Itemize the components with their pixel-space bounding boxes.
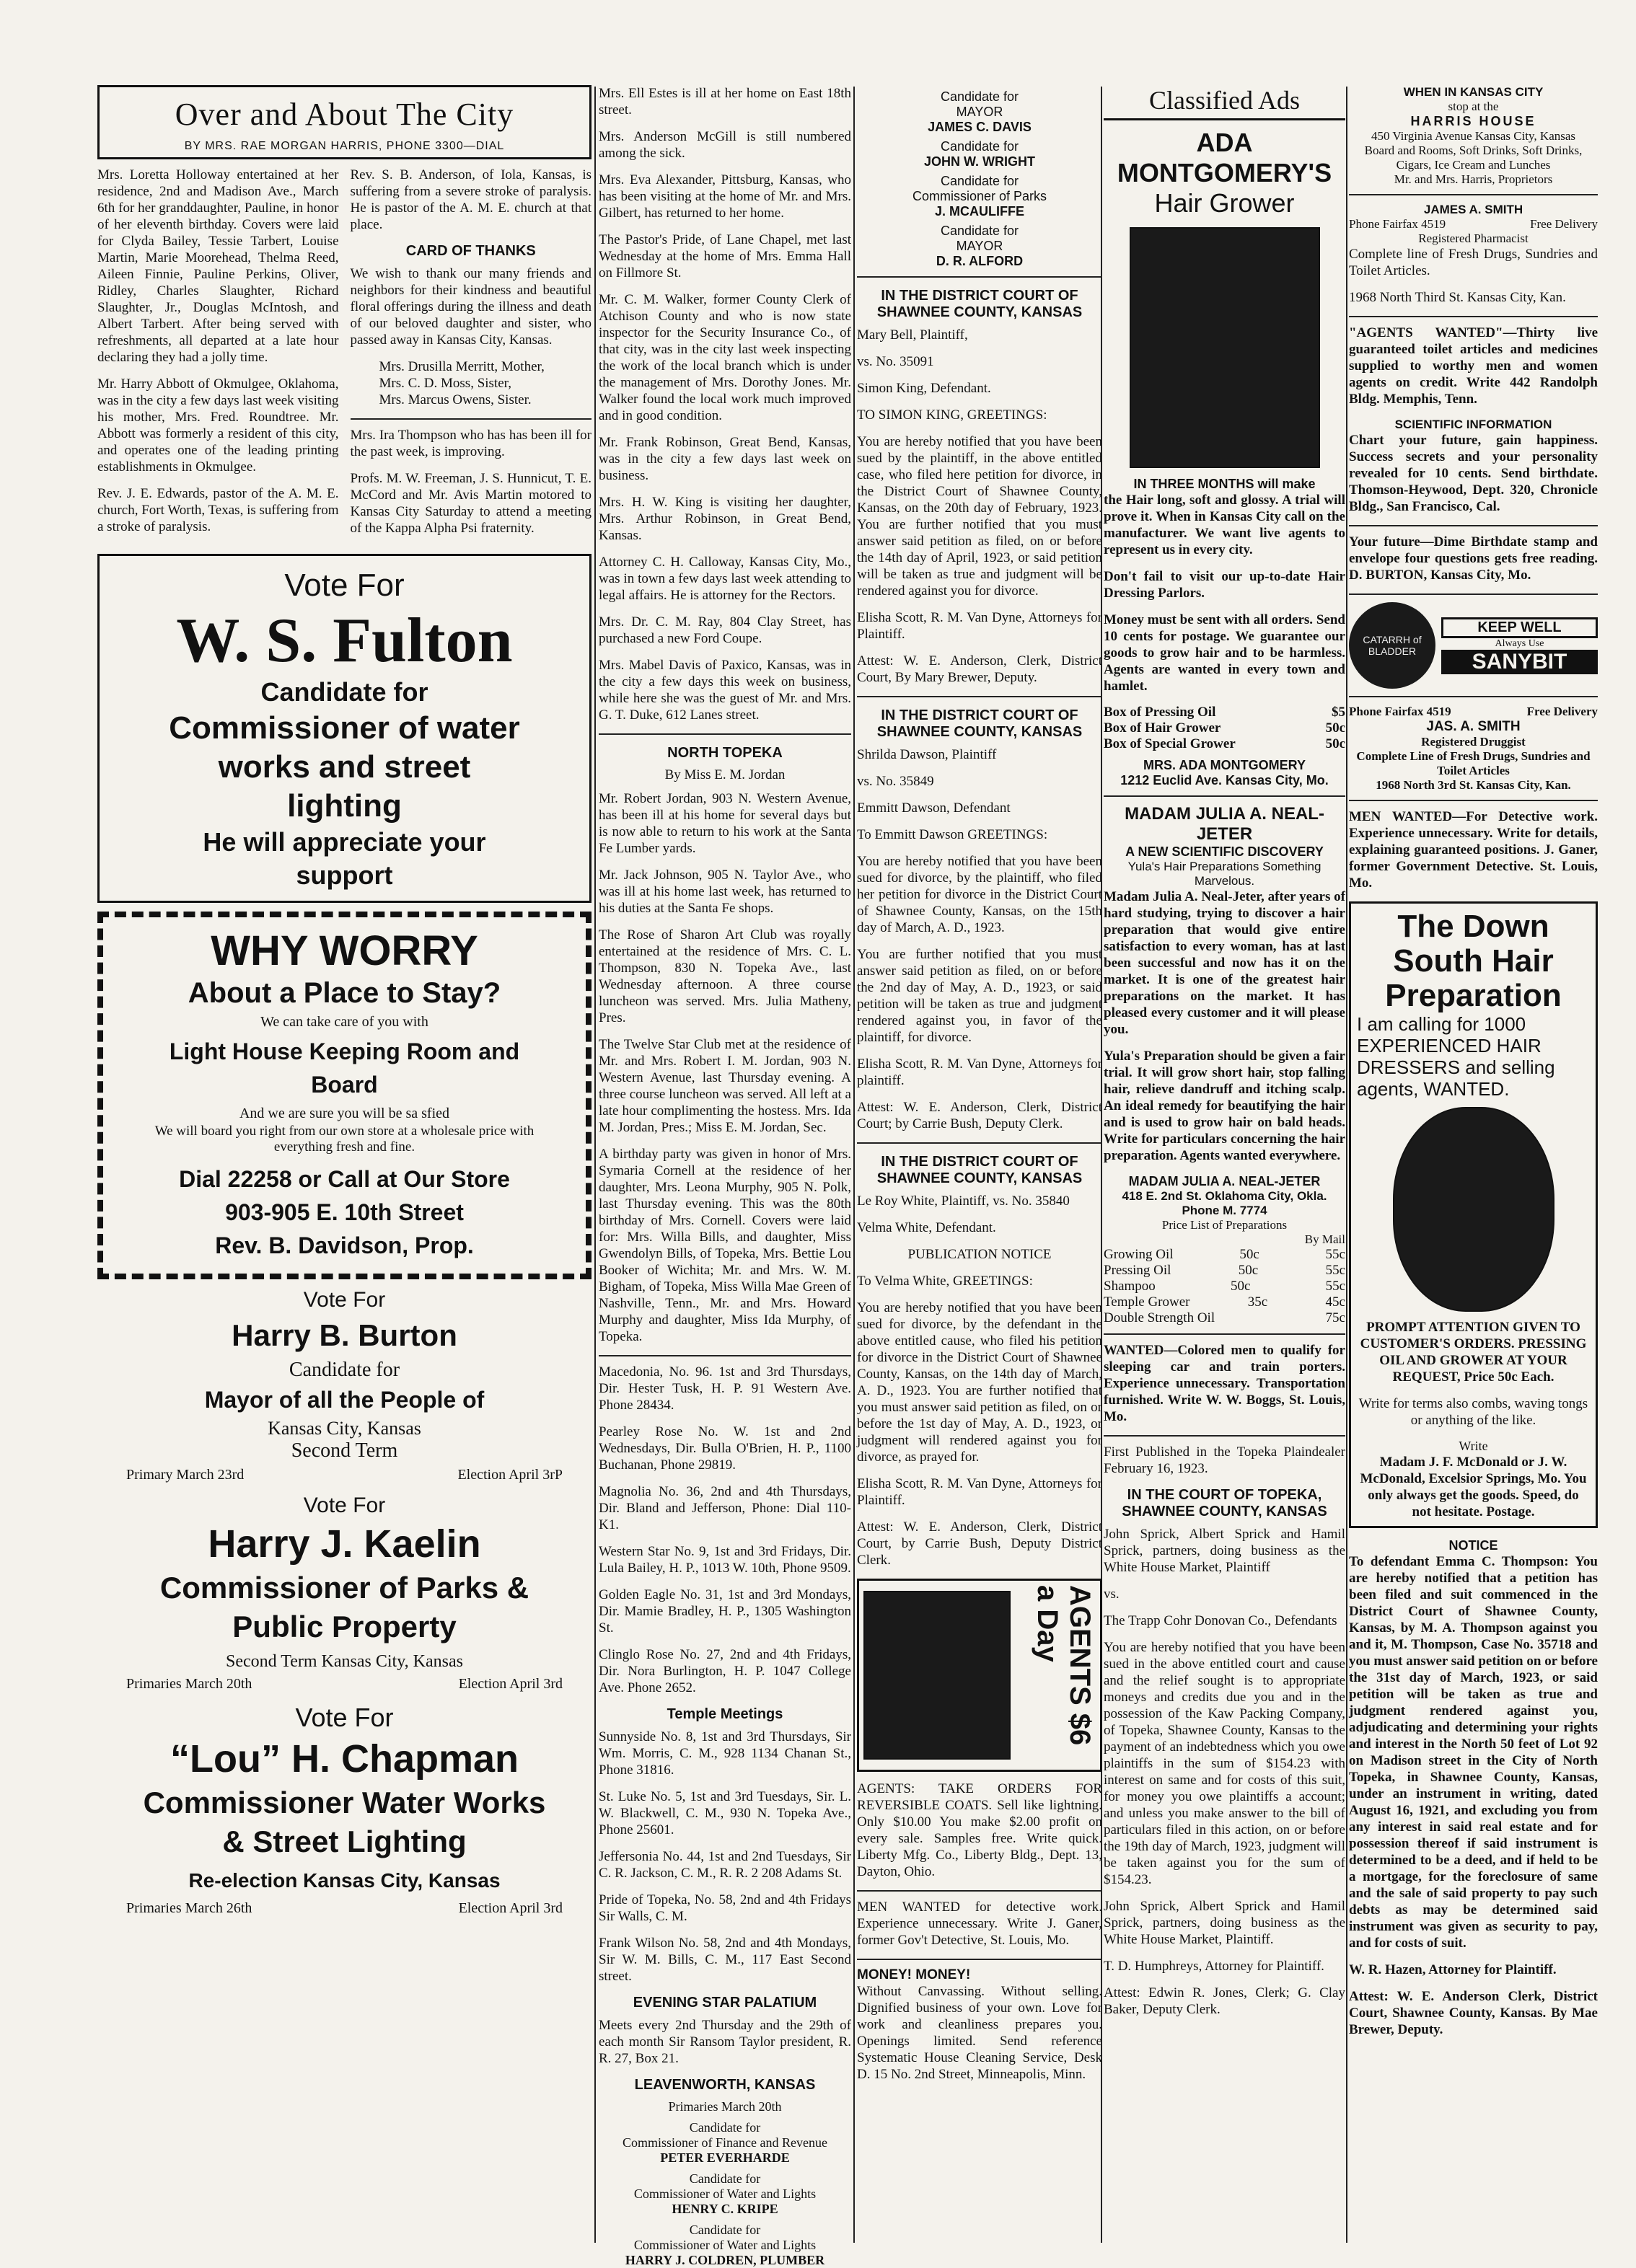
news-item: Profs. M. W. Freeman, J. S. Hunnicut, T. E. McCord and Mr. Avis Martin motored to Kansas City Saturday to attend a meeting of the Kappa Alpha Psi fraternity. bbox=[350, 471, 591, 536]
ad-body: Yula's Preparation should be given a fair trial. It will grow short hair, stop falling hair, relieve dandruff and itching scalp. An ideal remedy for beautifying the hair and is used to grow hair on bald heads. Write for particulars concerning the hair preparation. Agents wanted everywhere. bbox=[1104, 1049, 1345, 1163]
price-item: Pressing Oil bbox=[1104, 1263, 1171, 1278]
news-item: Mr. Robert Jordan, 903 N. Western Avenue, has been ill at his home for several days but is now able to return to his work at the Santa Fe Lumber yards. bbox=[599, 791, 851, 856]
listing-name: HARRY J. COLDREN, PLUMBER bbox=[625, 2253, 825, 2267]
temple-listing: Pride of Topeka, No. 58, 2nd and 4th Fridays Sir Walls, C. M. bbox=[599, 1892, 851, 1924]
ad-phone: Phone Fairfax 4519 bbox=[1349, 217, 1446, 231]
price-value: 35c bbox=[1247, 1294, 1268, 1310]
legal-notice-heading: IN THE COURT OF TOPEKA, SHAWNEE COUNTY, KANSAS bbox=[1122, 1487, 1327, 1519]
legal-line: You are hereby notified that you have been sued for divorce, by the plaintiff, who filed her petition for divorce in the District Court of Shawnee County, Kansas, on the 15th day of March, A. D., 1923. bbox=[857, 854, 1102, 935]
ad-line: Board and Rooms, Soft Drinks, Soft Drinks, Cigars, Ice Cream and Lunches bbox=[1364, 144, 1583, 172]
price-row bbox=[1104, 1279, 1345, 1294]
ad-line: Free Delivery bbox=[1526, 705, 1598, 718]
ad-body: Madam Julia A. Neal-Jeter, after years of hard studying, trying to discover a hair preparation that would give entire satisfaction to every woman, has at last been successful and now has it on the market. It is one of the greatest hair preparations on the market. It has pleased every customer and it will please you. bbox=[1104, 889, 1345, 1037]
news-item: Meets every 2nd Thursday and the 29th of each month Sir Ransom Taylor president, R. R. 27, Box 21. bbox=[599, 2018, 851, 2066]
candidate-listing bbox=[857, 224, 1102, 269]
news-item: The Twelve Star Club met at the residence of Mr. and Mrs. Robert I. M. Jordan, 903 N. Western Avenue, last Thursday evening. A three course luncheon was served. All left at a late hour complimenting the hostess. Mrs. Ida M. Jordan, Pres.; Miss E. M. Jordan, Sec. bbox=[599, 1037, 851, 1135]
classified-ads-heading: Classified Ads bbox=[1104, 85, 1345, 120]
column-rule bbox=[594, 87, 596, 2243]
ad-line: Light House Keeping Room and bbox=[169, 1038, 520, 1064]
classified-item: AGENTS: TAKE ORDERS FOR REVERSIBLE COATS. Sell like lightning. Only $10.00 You make $2.00 profit on every sale. Samples free. Write quick. Liberty Mfg. Co., Liberty Bldg., Dept. 13, Dayton, Ohio. bbox=[857, 1781, 1102, 1879]
listing-name: J. MCAULIFFE bbox=[935, 204, 1024, 219]
advertiser-phone: Phone M. 7774 bbox=[1182, 1204, 1267, 1217]
ad-subhead: Yula's Hair Preparations Something Marvelous. bbox=[1127, 860, 1321, 888]
classified-heading: SCIENTIFIC INFORMATION bbox=[1394, 418, 1552, 431]
society-column bbox=[97, 85, 591, 159]
card-of-thanks: We wish to thank our many friends and neighbors for their kindness and beautiful floral offerings during the illness and death of our beloved daughter and sister, who passed away in Kansas City, Kansas. bbox=[350, 266, 591, 348]
news-item: Mr. Harry Abbott of Okmulgee, Oklahoma, was in the city a few days last week visiting his mother, Mrs. Fred. Roundtree. Mr. Abbott was formerly a resident of this city, and operates one of the leading printing establishments in Okmulgee. bbox=[97, 376, 339, 475]
divider bbox=[599, 1355, 851, 1356]
signer: Mrs. Marcus Owens, Sister. bbox=[379, 392, 532, 407]
legal-line: The Trapp Cohr Donovan Co., Defendants bbox=[1104, 1613, 1337, 1628]
ad-headline: KEEP WELL bbox=[1441, 617, 1598, 638]
price-list bbox=[1104, 1247, 1345, 1326]
news-item: Mr. C. M. Walker, former County Clerk of Atchison County and who is now state inspector for the Security Insurance Co., of that city, was in the city last week inspecting the work of the local branch which is under the management of Mrs. Dorothy Jones. Mr. Walker found the local work much improved and in good condition. bbox=[599, 292, 851, 423]
fulton-ad bbox=[97, 554, 591, 903]
column-2 bbox=[599, 85, 851, 2267]
divider bbox=[857, 1959, 1102, 1960]
news-item: Rev. S. B. Anderson, of Iola, Kansas, is suffering from a severe stroke of paralysis. He is pastor of the A. M. E. church at that place. bbox=[350, 167, 591, 232]
divider bbox=[857, 696, 1102, 697]
legal-line: Mary Bell, Plaintiff, bbox=[857, 327, 968, 343]
legal-line: Emmitt Dawson, Defendant bbox=[857, 800, 1011, 816]
election-date: Election April 3rP bbox=[457, 1467, 563, 1483]
price-item: Box of Hair Grower bbox=[1104, 720, 1221, 736]
ad-line: Kansas City, Kansas bbox=[268, 1418, 421, 1439]
society-body bbox=[97, 167, 591, 547]
vote-for-label: Vote For bbox=[303, 1288, 386, 1312]
news-item: Rev. J. E. Edwards, pastor of the A. M. E. church, Fort Worth, Texas, is suffering from a stroke of paralysis. bbox=[97, 486, 339, 534]
price-mail-value: 55c bbox=[1325, 1263, 1345, 1278]
ad-row bbox=[1349, 217, 1598, 231]
candidate-listing bbox=[857, 89, 1102, 135]
ad-body: the Hair long, soft and glossy. A trial will prove it. When in Kansas City call on the manufacturer. We want live agents to represent us in every city. bbox=[1104, 493, 1345, 557]
news-item: A birthday party was given in honor of Mrs. Symaria Cornell at the residence of her daughter, Mrs. Leona Murphy, 905 N. Polk, last Thursday evening. This was the 80th birthday of Mrs. Cornell. Covers were laid for: Mrs. Willa Bills, and daughter, Miss Gwendolyn Bills, of Topeka, Mrs. Bettie Lou Booker of Wichita; Mr. and Mrs. W. M. Bigham, of Topeka, Miss Willa Mae Green of Nashville, Tenn., Mr. and Mrs. Howard Murphy and daughter, Miss Ida Murphy, of Topeka. bbox=[599, 1147, 851, 1344]
ad-line: He will appreciate your bbox=[203, 827, 486, 857]
ad-line: 450 Virginia Avenue Kansas City, Kansas bbox=[1371, 129, 1576, 143]
lodge-listing: Golden Eagle No. 31, 1st and 3rd Mondays, Dir. Mamie Bradley, H. P., 1305 Washington St. bbox=[599, 1587, 851, 1636]
legal-line: Simon King, Defendant. bbox=[857, 381, 991, 396]
burton-ad bbox=[97, 1288, 591, 1483]
divider bbox=[857, 1142, 1102, 1144]
legal-line: Attest: W. E. Anderson, Clerk, District Court, By Mary Brewer, Deputy. bbox=[857, 653, 1102, 685]
price-mail-value: 55c bbox=[1325, 1279, 1345, 1294]
ad-line: lighting bbox=[287, 788, 402, 824]
legal-line: You are hereby notified that you have been sued for divorce, by the defendant in the above entitled cause, who filed his petition for divorce in the District Court of Shawnee County, Kansas, on the 14th day of March, A. D., 1923. You are further notified that you must answer said petition as filed, on or before the 1st day of May, A. D., 1923, or judgment will rendered against you for divorce, as prayed for. bbox=[857, 1300, 1102, 1465]
divider bbox=[1104, 1333, 1345, 1335]
ad-line: Public Property bbox=[232, 1610, 457, 1643]
candidate-listing bbox=[599, 2120, 851, 2166]
primary-date: Primaries March 20th bbox=[126, 1676, 252, 1692]
legal-line: vs. No. 35091 bbox=[857, 354, 934, 369]
news-item: Mrs. Loretta Holloway entertained at her residence, 2nd and Madison Ave., March 6th for her granddaughter, Pauline, in honor of her eleventh birthday. Covers were laid for Clyda Bailey, Tessie Tarbert, Louise Martin, Marie Moorehead, Thelma Reed, Aileen Finnie, Pauline Perkins, Oliver, Ridley, Charles Slaughter, Richard Slaughter, Jr., Douglas McIntosh, and Albert Tarbert. After being served with refreshments, all departed at a late hour declaring they had a jolly time. bbox=[97, 167, 339, 365]
legal-line: John Sprick, Albert Sprick and Hamil Sprick, partners, doing business as the White House Market, Plaintiff. bbox=[1104, 1899, 1345, 1947]
legal-line: Elisha Scott, R. M. Van Dyne, Attorneys for Plaintiff. bbox=[857, 610, 1102, 642]
advertiser-address: 418 E. 2nd St. Oklahoma City, Okla. bbox=[1122, 1189, 1327, 1203]
legal-line: Attest: Edwin R. Jones, Clerk; G. Clay Baker, Deputy Clerk. bbox=[1104, 1985, 1345, 2017]
advertiser-name: MRS. ADA MONTGOMERY bbox=[1143, 758, 1306, 772]
news-item: Mrs. Mabel Davis of Paxico, Kansas, was in the city a few days this week on business, while here she was the guest of Mr. and Mrs. G. T. Duke, 612 Lanes street. bbox=[599, 658, 851, 723]
sanybit-ad bbox=[1349, 602, 1598, 689]
card-of-thanks-heading: CARD OF THANKS bbox=[405, 243, 536, 259]
legal-line: vs. No. 35849 bbox=[857, 774, 934, 789]
divider bbox=[1349, 594, 1598, 595]
price-list bbox=[1104, 705, 1345, 752]
legal-line: John Sprick, Albert Sprick and Hamil Sprick, partners, doing business as the White House Market, Plaintiff bbox=[1104, 1527, 1345, 1575]
listing-line: Commissioner of Water and Lights bbox=[633, 2187, 817, 2201]
ad-address: 1968 North Third St. Kansas City, Kan. bbox=[1349, 290, 1566, 305]
listing-line: Candidate for bbox=[940, 89, 1019, 104]
catarrh-label: CATARRH of BLADDER bbox=[1363, 634, 1422, 657]
candidate-name: “Lou” H. Chapman bbox=[170, 1737, 519, 1781]
agents-ad-headline: AGENTS $6 a Day bbox=[1032, 1585, 1096, 1746]
ad-line: stop at the bbox=[1448, 100, 1499, 113]
ad-headline: The Down bbox=[1397, 909, 1549, 944]
ad-line: Mr. and Mrs. Harris, Proprietors bbox=[1394, 172, 1553, 186]
news-item: Mr. Jack Johnson, 905 N. Taylor Ave., who was ill at his home last week, has returned to his duties at the Santa Fe shops. bbox=[599, 868, 851, 916]
election-date: Election April 3rd bbox=[458, 1676, 563, 1692]
ad-body: Money must be sent with all orders. Send 10 cents for postage. We guarantee our goods to grow hair and to be harmless. Agents are wanted in every town and hamlet. bbox=[1104, 612, 1345, 694]
price-value: 50c bbox=[1325, 720, 1345, 736]
ad-line: I am calling for 1000 bbox=[1357, 1013, 1526, 1035]
legal-notice-heading: IN THE DISTRICT COURT OF SHAWNEE COUNTY, KANSAS bbox=[876, 288, 1083, 320]
kaelin-ad bbox=[97, 1493, 591, 1693]
legal-line: W. R. Hazen, Attorney for Plaintiff. bbox=[1349, 1962, 1557, 1977]
publication-note: First Published in the Topeka Plaindealer February 16, 1923. bbox=[1104, 1444, 1345, 1476]
price-row bbox=[1104, 1247, 1345, 1263]
listing-name: JOHN W. WRIGHT bbox=[924, 154, 1035, 169]
ada-montgomery-subhead: Hair Grower bbox=[1154, 188, 1295, 218]
legal-line: Attest: W. E. Anderson, Clerk, District Court, by Carrie Bush, Deputy District Clerk. bbox=[857, 1519, 1102, 1568]
listing-line: Commissioner of Water and Lights bbox=[633, 2238, 817, 2252]
ad-headline: WHY WORRY bbox=[211, 927, 478, 974]
candidate-name: Harry B. Burton bbox=[232, 1318, 457, 1352]
divider bbox=[599, 733, 851, 735]
price-value: 50c bbox=[1230, 1279, 1251, 1294]
candidate-name: Harry J. Kaelin bbox=[208, 1522, 481, 1566]
column-5 bbox=[1349, 85, 1598, 2245]
ad-line: Mayor of all the People of bbox=[204, 1387, 485, 1413]
ad-line: And we are sure you will be sa sfied bbox=[239, 1106, 450, 1121]
temple-listing: Sunnyside No. 8, 1st and 3rd Thursdays, Sir Wm. Morris, C. M., 928 1134 Chanan St., Phone 31816. bbox=[599, 1729, 851, 1778]
ad-line: Candidate for bbox=[289, 1359, 400, 1381]
ad-line: support bbox=[296, 860, 393, 890]
vote-for-label: Vote For bbox=[284, 568, 405, 603]
price-item: Box of Pressing Oil bbox=[1104, 705, 1216, 720]
brand-name: SANYBIT bbox=[1441, 650, 1598, 674]
candidate-listing bbox=[857, 139, 1102, 169]
temple-listing: St. Luke No. 5, 1st and 3rd Tuesdays, Sir. L. W. Blackwell, C. M., 930 N. Topeka Ave., Phone 25601. bbox=[599, 1789, 851, 1837]
column-4 bbox=[1104, 85, 1345, 2245]
vote-for-label: Vote For bbox=[295, 1703, 394, 1732]
legal-line: Attest: W. E. Anderson Clerk, District Court, Shawnee County, Kansas. By Mae Brewer, Deputy. bbox=[1349, 1989, 1598, 2037]
ad-line: Dial 22258 or Call at Our Store bbox=[179, 1166, 510, 1192]
agents-ad bbox=[857, 1579, 1102, 1772]
signer: Mrs. C. D. Moss, Sister, bbox=[379, 376, 511, 391]
ad-subhead: About a Place to Stay? bbox=[188, 977, 501, 1009]
ad-line: Board bbox=[311, 1072, 378, 1098]
listing-line: Candidate for bbox=[940, 174, 1019, 188]
news-item: Mrs. Anderson McGill is still numbered among the sick. bbox=[599, 129, 851, 161]
divider bbox=[1349, 800, 1598, 801]
ad-line: Free Delivery bbox=[1530, 217, 1598, 231]
section-heading: LEAVENWORTH, KANSAS bbox=[634, 2077, 816, 2093]
card-of-thanks-signers bbox=[351, 358, 592, 408]
news-item: Mrs. H. W. King is visiting her daughter, Mrs. Arthur Robinson, in Great Bend, Kansas. bbox=[599, 495, 851, 543]
listing-name: JAMES C. DAVIS bbox=[928, 120, 1032, 134]
divider bbox=[857, 276, 1102, 278]
legal-line: PUBLICATION NOTICE bbox=[907, 1247, 1052, 1262]
ad-body: Don't fail to visit our up-to-date Hair Dressing Parlors. bbox=[1104, 569, 1345, 601]
primary-date: Primaries March 26th bbox=[126, 1900, 252, 1916]
price-list-column-label: By Mail bbox=[1304, 1232, 1345, 1246]
election-dates bbox=[97, 1676, 591, 1693]
ad-line: Commissioner Water Works bbox=[143, 1786, 546, 1819]
price-item: Double Strength Oil bbox=[1104, 1310, 1215, 1325]
news-item: The Rose of Sharon Art Club was royally entertained at the residence of Mrs. C. L. Thompson, 830 N. Topeka Ave., last Wednesday afternoon. A three course luncheon was served. Mrs. Julia Matheny, Pres. bbox=[599, 927, 851, 1025]
ad-line: We will board you right from our own store at a wholesale price with everything fresh and fine. bbox=[154, 1124, 535, 1155]
down-south-ad bbox=[1349, 901, 1598, 1528]
ad-line: HARRIS HOUSE bbox=[1410, 114, 1536, 128]
divider bbox=[1349, 194, 1598, 195]
legal-line: vs. bbox=[1104, 1587, 1120, 1602]
lodge-listing: Pearley Rose No. W. 1st and 2nd Wednesdays, Dir. Bulla O'Brien, H. P., 1100 Buchanan, Phone 29819. bbox=[599, 1424, 851, 1473]
price-row bbox=[1104, 1263, 1345, 1279]
price-item: Box of Special Grower bbox=[1104, 736, 1236, 751]
ad-line: Commissioner of water bbox=[169, 710, 520, 746]
lodge-listing: Magnolia No. 36, 2nd and 4th Thursdays, Dir. Bland and Jefferson, Phone: Dial 110-K1. bbox=[599, 1484, 851, 1532]
listing-name: PETER EVERHARDE bbox=[660, 2150, 790, 2165]
legal-line: You are further notified that you must answer said petition as filed, on or before the 2nd day of May, A. D., 1923, or said petition will be taken as true and judgment rendered against you, in favor of the plaintiff, for divorce. bbox=[857, 947, 1102, 1045]
news-item: Mrs. Ira Thompson who has has been ill for the past week, is improving. bbox=[350, 428, 591, 459]
ad-line: Always Use bbox=[1495, 637, 1544, 649]
classified-item: Your future—Dime Birthdate stamp and envelope four questions gets free reading. D. BURTON, Kansas City, Mo. bbox=[1349, 534, 1598, 583]
legal-line: T. D. Humphreys, Attorney for Plaintiff. bbox=[1104, 1959, 1324, 1974]
section-heading: Temple Meetings bbox=[667, 1706, 783, 1722]
advertiser-address: 1212 Euclid Ave. Kansas City, Mo. bbox=[1120, 773, 1329, 787]
why-worry-ad bbox=[97, 912, 591, 1279]
price-item: Growing Oil bbox=[1104, 1247, 1174, 1262]
candidate-name: W. S. Fulton bbox=[176, 606, 513, 676]
column-rule bbox=[1346, 87, 1347, 2243]
ad-headline: JAMES A. SMITH bbox=[1423, 203, 1523, 216]
ad-line: Write bbox=[1459, 1439, 1488, 1453]
divider bbox=[857, 1890, 1102, 1892]
ad-body: Complete line of Fresh Drugs, Sundries and Toilet Articles. bbox=[1349, 247, 1598, 278]
ad-line: EXPERIENCED HAIR bbox=[1357, 1035, 1542, 1056]
legal-line: You are hereby notified that you have been sued in the above entitled court and cause and the relief sought is to appropriate moneys and credits due you and in the possession of the Kaw Packing Company, of Topeka, Shawnee County, Kansas to the payment of an indebtedness which you owe plaintiffs in the sum of $154.23 with interest on same and for costs of this suit, for money you owe plaintiffs a account; and unless you make answer to the bill of particulars filed in this action, on or before the 19th day of March, 1923, judgment will be taken against you for the sum of $154.23. bbox=[1104, 1640, 1345, 1887]
ad-phone: Phone Fairfax 4519 bbox=[1349, 705, 1451, 718]
classified-item: Without Canvassing. Without selling. Dignified business of your own. Love for work and cleanliness prepares you. Openings limited. Send reference Systematic House Cleaning Service, Desk D. 15 No. 2nd Street, Minneapolis, Minn. bbox=[857, 1984, 1102, 2082]
ad-body: Madam J. F. McDonald or J. W. McDonald, Excelsior Springs, Mo. You only always get the goods. Speed, do not hesitate. Postage. bbox=[1360, 1455, 1587, 1519]
ad-body: Write for terms also combs, waving tongs or anything of the like. bbox=[1358, 1396, 1588, 1428]
legal-line: Le Roy White, Plaintiff, vs. No. 35840 bbox=[857, 1193, 1070, 1209]
temple-listing: Jeffersonia No. 44, 1st and 2nd Tuesdays, Sir C. R. Jackson, C. M., R. R. 2 208 Adams St. bbox=[599, 1849, 851, 1881]
ad-subhead: A NEW SCIENTIFIC DISCOVERY bbox=[1125, 844, 1324, 859]
divider bbox=[1349, 525, 1598, 526]
section-byline: Primaries March 20th bbox=[668, 2099, 782, 2114]
legal-notice-heading: IN THE DISTRICT COURT OF SHAWNEE COUNTY, KANSAS bbox=[876, 707, 1083, 740]
classified-item: MEN WANTED for detective work. Experience unnecessary. Write J. Ganer, former Gov't Detective, St. Louis, Mo. bbox=[857, 1899, 1102, 1948]
vote-for-label: Vote For bbox=[303, 1493, 386, 1517]
section-heading: NORTH TOPEKA bbox=[667, 745, 783, 761]
listing-line: Commissioner of Parks bbox=[912, 189, 1047, 203]
ad-line: Registered Pharmacist bbox=[1418, 231, 1529, 245]
price-item: Temple Grower bbox=[1104, 1294, 1190, 1310]
news-item: Mr. Frank Robinson, Great Bend, Kansas, was in the city a few days last week on business. bbox=[599, 435, 851, 483]
catarrh-seal bbox=[1349, 602, 1435, 689]
chapman-ad bbox=[97, 1703, 591, 1917]
divider bbox=[1104, 795, 1345, 797]
price-row bbox=[1104, 736, 1345, 752]
divider bbox=[351, 418, 592, 420]
legal-line: To Velma White, GREETINGS: bbox=[857, 1274, 1033, 1289]
ad-line: Candidate for bbox=[260, 677, 428, 707]
news-item: The Pastor's Pride, of Lane Chapel, met last Wednesday at the home of Mrs. Emma Hall on Fillmore St. bbox=[599, 232, 851, 281]
price-value: 50c bbox=[1325, 736, 1345, 751]
news-item: Attorney C. H. Calloway, Kansas City, Mo., was in town a few days last week attending to legal affairs. He is attorney for the Rectors. bbox=[599, 555, 851, 603]
ad-line: Rev. B. Davidson, Prop. bbox=[215, 1232, 474, 1258]
price-row bbox=[1104, 720, 1345, 736]
legal-line: Velma White, Defendant. bbox=[857, 1220, 996, 1235]
ad-body: PROMPT ATTENTION GIVEN TO CUSTOMER'S ORDERS. PRESSING OIL AND GROWER AT YOUR REQUEST, Price 50c Each. bbox=[1360, 1320, 1587, 1385]
listing-line: MAYOR bbox=[956, 105, 1003, 119]
ad-row bbox=[1349, 705, 1598, 719]
legal-line: TO SIMON KING, GREETINGS: bbox=[857, 407, 1047, 423]
legal-line: To defendant Emma C. Thompson: You are hereby notified that a petition has been filed and suit commenced in the District Court of Shawnee County, Kansas, by M. A. Thompson against you and it, M. Thompson, Case No. 35718 and you must answer said petition on or before the 31st day of March, 1923, or said petition will be taken as true and judgment rendered against you, adjudicating and determining your rights and interest in the North 50 feet of Lot 92 on Madison street in the City of North Topeka, in Shawnee County, Kansas, under an instrument in writing, dated August 16, 1921, and excluding you from any interest in said real estate and for possession thereof if said instrument is determined to be a deed, and if held to be a mortgage, for the foreclosure of same and the sale of said property to pay such debts as may be determined said instrument was given as security to pay, and for costs of suit. bbox=[1349, 1554, 1598, 1951]
candidate-listing bbox=[857, 174, 1102, 219]
ad-line: works and street bbox=[218, 749, 471, 785]
legal-notice-heading: IN THE DISTRICT COURT OF SHAWNEE COUNTY, KANSAS bbox=[876, 1154, 1083, 1186]
price-value: $5 bbox=[1332, 705, 1345, 720]
election-dates bbox=[97, 1900, 591, 1917]
ad-line: Re-election Kansas City, Kansas bbox=[188, 1869, 501, 1892]
classified-item: Chart your future, gain happiness. Success secrets and your personality revealed for 10 cents. Send birthdate. Thomson-Heywood, Dept. 320, Chronicle Bldg., San Francisco, Cal. bbox=[1349, 433, 1598, 514]
ad-headline: JAS. A. SMITH bbox=[1426, 719, 1521, 734]
price-row bbox=[1104, 1310, 1345, 1326]
column-3 bbox=[857, 85, 1102, 2245]
ad-line: We can take care of you with bbox=[260, 1014, 428, 1030]
ad-line: Complete Line of Fresh Drugs, Sundries and Toilet Articles bbox=[1356, 749, 1591, 777]
signer: Mrs. Drusilla Merritt, Mother, bbox=[379, 359, 545, 374]
ad-headline: Preparation bbox=[1385, 978, 1562, 1013]
price-mail-value: 75c bbox=[1325, 1310, 1345, 1325]
classified-heading: MONEY! MONEY! bbox=[857, 1967, 971, 1982]
listing-name: D. R. ALFORD bbox=[936, 254, 1024, 268]
primary-date: Primary March 23rd bbox=[126, 1467, 245, 1483]
price-value: 50c bbox=[1239, 1247, 1259, 1262]
ad-line: Commissioner of Parks & bbox=[159, 1571, 529, 1605]
price-list-heading: Price List of Preparations bbox=[1161, 1218, 1288, 1232]
legal-line: Shrilda Dawson, Plaintiff bbox=[857, 747, 997, 762]
ad-address: 1968 North 3rd St. Kansas City, Kan. bbox=[1376, 778, 1571, 792]
legal-notice-heading: NOTICE bbox=[1448, 1538, 1498, 1553]
listing-line: Commissioner of Finance and Revenue bbox=[623, 2135, 827, 2150]
column-1 bbox=[97, 85, 591, 2245]
ad-line: Second Term bbox=[291, 1439, 398, 1462]
candidate-listing bbox=[599, 2171, 851, 2217]
ad-line: & Street Lighting bbox=[222, 1824, 467, 1858]
news-item: Mrs. Eva Alexander, Pittsburg, Kansas, who has been visiting at the home of Mr. and Mrs. Gilbert, has returned to her home. bbox=[599, 172, 851, 221]
advertiser-name: MADAM JULIA A. NEAL-JETER bbox=[1128, 1174, 1321, 1188]
election-dates bbox=[97, 1467, 591, 1483]
price-value: 50c bbox=[1238, 1263, 1259, 1278]
listing-line: Candidate for bbox=[940, 224, 1019, 238]
ad-line: Second Term Kansas City, Kansas bbox=[226, 1652, 463, 1671]
classified-item: WANTED—Colored men to qualify for sleeping car and train porters. Experience unnecessary. Transportation furnished. Write W. W. Boggs, St. Louis, Mo. bbox=[1104, 1343, 1345, 1424]
ad-line: IN THREE MONTHS will make bbox=[1133, 477, 1316, 491]
ad-headline: South Hair bbox=[1393, 943, 1554, 979]
news-item: Mrs. Ell Estes is ill at her home on East 18th street. bbox=[599, 86, 851, 118]
listing-line: Candidate for bbox=[689, 2120, 761, 2135]
section-byline: By Miss E. M. Jordan bbox=[664, 767, 786, 782]
price-item: Shampoo bbox=[1104, 1279, 1156, 1294]
legal-line: Attest: W. E. Anderson, Clerk, District Court; by Carrie Bush, Deputy Clerk. bbox=[857, 1100, 1102, 1131]
ad-line: agents, WANTED. bbox=[1357, 1078, 1510, 1100]
election-date: Election April 3rd bbox=[458, 1900, 563, 1916]
lodge-listing: Macedonia, No. 96. 1st and 3rd Thursdays, Dir. Hester Tusk, H. P. 91 Western Ave. Phone 28434. bbox=[599, 1364, 851, 1413]
coat-illustration bbox=[863, 1591, 1011, 1760]
lodge-listing: Clinglo Rose No. 27, 2nd and 4th Fridays, Dir. Nora Burlington, H. P. 1047 College Ave. Phone 2652. bbox=[599, 1647, 851, 1695]
divider bbox=[1349, 696, 1598, 697]
price-mail-value: 55c bbox=[1325, 1247, 1345, 1262]
ada-montgomery-headline: ADA MONTGOMERY'S bbox=[1117, 128, 1332, 187]
divider bbox=[1349, 316, 1598, 317]
listing-line: Candidate for bbox=[940, 139, 1019, 154]
divider bbox=[1104, 1435, 1345, 1437]
legal-line: Elisha Scott, R. M. Van Dyne, Attorneys for plaintiff. bbox=[857, 1056, 1102, 1088]
society-title: Over and About The City bbox=[175, 97, 514, 132]
listing-line: Candidate for bbox=[689, 2223, 761, 2237]
price-row bbox=[1104, 705, 1345, 720]
woman-portrait-illustration bbox=[1130, 227, 1320, 468]
ad-line: Registered Druggist bbox=[1421, 735, 1526, 749]
ad-line: 903-905 E. 10th Street bbox=[225, 1199, 464, 1225]
listing-line: Candidate for bbox=[689, 2171, 761, 2186]
lodge-listing: Western Star No. 9, 1st and 3rd Fridays, Dir. Lula Bailey, H. P., 1013 W. 10th, Phone 9509. bbox=[599, 1544, 851, 1576]
ad-line: DRESSERS and selling bbox=[1357, 1056, 1555, 1078]
legal-line: You are hereby notified that you have been sued by the plaintiff, in the above entitled case, who filed here petition for divorce, in the District Court of Shawnee County, Kansas, on the 20th day of February, 1923. You are further notified that you must answer said petition as filed, on or before the 14th day of April, 1923, or said petition will be taken as true and judgment will be rendered against you for divorce. bbox=[857, 434, 1102, 599]
julia-neal-jeter-headline: MADAM JULIA A. NEAL-JETER bbox=[1125, 804, 1324, 844]
ad-headline: WHEN IN KANSAS CITY bbox=[1403, 85, 1544, 99]
legal-line: To Emmitt Dawson GREETINGS: bbox=[857, 827, 1048, 842]
society-byline: BY MRS. RAE MORGAN HARRIS, PHONE 3300—DIAL bbox=[184, 140, 505, 152]
sanybit-ad-text bbox=[1441, 617, 1598, 674]
listing-name: HENRY C. KRIPE bbox=[672, 2202, 778, 2216]
column-rule bbox=[853, 87, 855, 2243]
listing-line: MAYOR bbox=[956, 239, 1003, 253]
price-row bbox=[1104, 1294, 1345, 1310]
candidate-listing bbox=[599, 2223, 851, 2268]
woman-portrait-illustration bbox=[1393, 1107, 1554, 1312]
legal-line: Elisha Scott, R. M. Van Dyne, Attorneys for Plaintiff. bbox=[857, 1476, 1102, 1508]
classified-item: MEN WANTED—For Detective work. Experience unnecessary. Write for details, explaining guaranteed positions. J. Ganer, former Government Detective. St. Louis, Mo. bbox=[1349, 809, 1598, 891]
temple-listing: Frank Wilson No. 58, 2nd and 4th Mondays, Sir W. M. Bills, C. M., 117 East Second street. bbox=[599, 1936, 851, 1984]
news-item: Mrs. Dr. C. M. Ray, 804 Clay Street, has purchased a new Ford Coupe. bbox=[599, 614, 851, 646]
section-heading: EVENING STAR PALATIUM bbox=[633, 1995, 817, 2011]
price-mail-value: 45c bbox=[1325, 1294, 1345, 1310]
classified-item: "AGENTS WANTED"—Thirty live guaranteed toilet articles and medicines supplied to worthy men and women agents on credit. Write 442 Randolph Bldg. Memphis, Tenn. bbox=[1349, 325, 1598, 407]
